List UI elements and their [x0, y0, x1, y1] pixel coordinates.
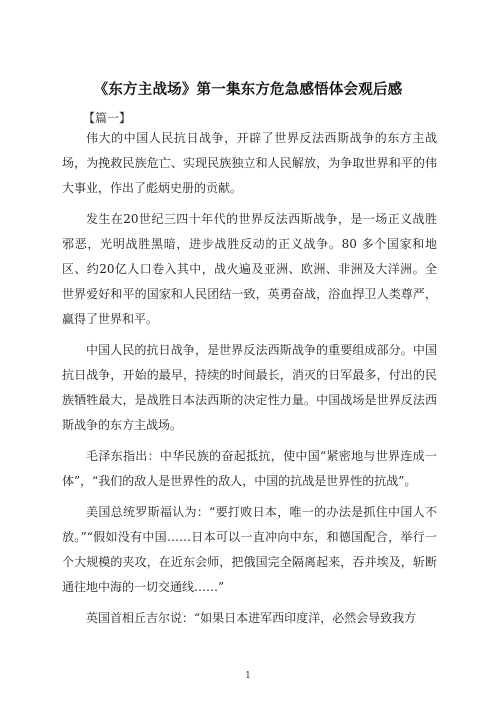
page-number: 1 — [245, 671, 251, 681]
paragraph: 美国总统罗斯福认为：“要打败日本，唯一的办法是抓住中国人不放。”“假如没有中国……日本可以一直冲向中东，和德国配合，举行一个大规模的夹攻，在近东会师，把俄国完全隔离起来，吞并埃及，斩断通往地中海的一切交通线……” — [62, 505, 437, 594]
document-body — [62, 126, 437, 637]
paragraph: 中国人民的抗日战争，是世界反法西斯战争的重要组成部分。中国抗日战争，开始的最早，持续的时间最长，消灭的日军最多，付出的民族牺牲最大，是战胜日本法西斯的决定性力量。中国战场是世界反法西斯战争的东方主战场。 — [62, 343, 437, 432]
paragraph: 伟大的中国人民抗日战争，开辟了世界反法西斯战争的东方主战场，为挽救民族危亡、实现民族独立和人民解放，为争取世界和平的伟大事业，作出了彪炳史册的贡献。 — [62, 131, 437, 195]
document-title: 《东方主战场》第一集东方危急感悟体会观后感 — [93, 82, 403, 98]
paragraph: 发生在20世纪三四十年代的世界反法西斯战争，是一场正义战胜邪恶，光明战胜黑暗，进步战胜反动的正义战争。80 多个国家和地区、约20亿人口卷入其中，战火遍及亚洲、欧洲、非洲及大洋洲。全世界爱好和平的国家和人民团结一致，英勇奋战，浴血捍卫人类尊严，赢得了世界和平。 — [62, 212, 437, 326]
section-label: 【篇一】 — [83, 111, 132, 125]
paragraph: 英国首相丘吉尔说：“如果日本进军西印度洋，必然会导致我方 — [86, 611, 417, 625]
paragraph: 毛泽东指出：中华民族的奋起抵抗，使中国“紧密地与世界连成一体”，“我们的敌人是世界性的敌人，中国的抗战是世界性的抗战”。 — [62, 449, 437, 488]
